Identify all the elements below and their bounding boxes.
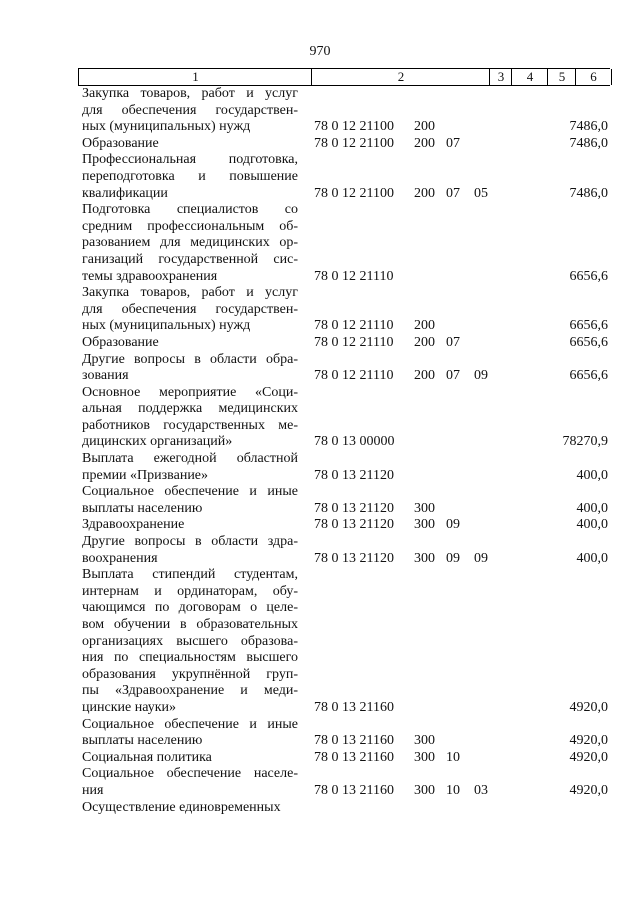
row-amount: 400,0 — [576, 517, 608, 533]
row-description-line: средним профессиональным об- — [82, 218, 298, 234]
row-expense-type: 300 — [414, 517, 435, 533]
row-expense-type: 300 — [414, 782, 435, 798]
row-amount: 7486,0 — [569, 185, 608, 201]
row-description — [82, 800, 298, 817]
row-expense-type: 300 — [414, 500, 435, 516]
row-amount: 6656,6 — [569, 334, 608, 350]
row-description-line: ных (муниципальных) нужд — [82, 119, 251, 135]
row-description — [82, 86, 298, 136]
row-amount: 4920,0 — [569, 782, 608, 798]
row-description-line: для обеспечения государствен- — [82, 102, 298, 118]
row-description-line: Основное мероприятие «Соци- — [82, 384, 298, 400]
row-code: 78 0 13 21120 — [314, 500, 394, 516]
row-description-line: чающимся по договорам о целе- — [82, 600, 298, 616]
row-description — [82, 152, 298, 202]
row-description-line: цинские науки» — [82, 699, 176, 715]
row-expense-type: 200 — [414, 185, 435, 201]
row-expense-type: 200 — [414, 119, 435, 135]
table-row — [0, 567, 640, 716]
table-row — [0, 517, 640, 534]
row-description-line: выплаты населению — [82, 500, 203, 516]
row-description — [82, 451, 298, 484]
row-description-line: выплаты населению — [82, 733, 203, 749]
row-subsection: 09 — [474, 368, 488, 384]
row-description-line: Социальная политика — [82, 749, 212, 765]
row-description-line: пы «Здравоохранение и меди- — [82, 683, 298, 699]
row-expense-type: 200 — [414, 368, 435, 384]
row-description-line: Здравоохранение — [82, 517, 185, 533]
row-description-line: ных (муниципальных) нужд — [82, 318, 251, 334]
row-section: 10 — [446, 749, 460, 765]
row-description — [82, 202, 298, 285]
row-amount: 400,0 — [576, 500, 608, 516]
row-description-line: интернам и ординаторам, обу- — [82, 583, 298, 599]
row-description-line: Образование — [82, 334, 159, 350]
row-description — [82, 517, 298, 534]
table-header — [78, 68, 610, 86]
row-subsection: 03 — [474, 782, 488, 798]
row-expense-type: 200 — [414, 135, 435, 151]
row-section: 07 — [446, 185, 460, 201]
row-code: 78 0 12 21110 — [314, 334, 394, 350]
row-amount: 400,0 — [576, 467, 608, 483]
row-amount: 4920,0 — [569, 733, 608, 749]
row-description-line: Выплата ежегодной областной — [82, 451, 298, 467]
table-row — [0, 484, 640, 517]
row-expense-type: 300 — [414, 749, 435, 765]
row-description-line: Закупка товаров, работ и услуг — [82, 285, 298, 301]
row-code: 78 0 12 21100 — [314, 185, 394, 201]
row-description-line: альная поддержка медицинских — [82, 401, 298, 417]
table-row — [0, 766, 640, 799]
row-amount: 7486,0 — [569, 119, 608, 135]
row-description-line: Закупка товаров, работ и услуг — [82, 86, 298, 101]
row-expense-type: 300 — [414, 733, 435, 749]
row-description-line: ганизаций государственной сис- — [82, 251, 298, 267]
row-description-line: Другие вопросы в области здра- — [82, 534, 298, 550]
row-section: 09 — [446, 517, 460, 533]
table-row — [0, 717, 640, 750]
row-code: 78 0 12 21110 — [314, 268, 394, 284]
row-description-line: организациях высшего образова- — [82, 633, 298, 649]
row-description-line: образования укрупнённой груп- — [82, 666, 298, 682]
row-description-line: квалификации — [82, 185, 168, 201]
row-amount: 6656,6 — [569, 368, 608, 384]
page-number: 970 — [309, 44, 331, 59]
row-code: 78 0 13 21160 — [314, 782, 394, 798]
row-amount: 4920,0 — [569, 699, 608, 715]
table-row — [0, 136, 640, 153]
row-code: 78 0 12 21100 — [314, 135, 394, 151]
row-description-line: ния — [82, 782, 104, 798]
header-col-1: 1 — [78, 69, 312, 85]
row-description-line: темы здравоохранения — [82, 268, 218, 284]
row-description — [82, 717, 298, 750]
row-description-line: Социальное обеспечение и иные — [82, 484, 298, 500]
table-row — [0, 750, 640, 767]
table-row — [0, 335, 640, 352]
row-amount: 4920,0 — [569, 749, 608, 765]
table-row — [0, 534, 640, 567]
row-subsection: 05 — [474, 185, 488, 201]
row-code: 78 0 13 21120 — [314, 550, 394, 566]
row-description-line: дицинских организаций» — [82, 434, 233, 450]
row-amount: 78270,9 — [562, 434, 608, 450]
table-row — [0, 202, 640, 285]
header-col-5: 5 — [547, 69, 576, 85]
row-description-line: переподготовка и повышение — [82, 168, 298, 184]
row-code: 78 0 12 21110 — [314, 368, 394, 384]
row-code: 78 0 13 21160 — [314, 749, 394, 765]
row-description — [82, 484, 298, 517]
row-description — [82, 750, 298, 767]
row-description-line: Профессиональная подготовка, — [82, 152, 298, 168]
row-amount: 6656,6 — [569, 318, 608, 334]
row-description-line: Социальное обеспечение населе- — [82, 766, 298, 782]
row-section: 09 — [446, 550, 460, 566]
row-description-line: Другие вопросы в области обра- — [82, 351, 298, 367]
row-expense-type: 200 — [414, 334, 435, 350]
row-description — [82, 567, 298, 716]
header-col-2: 2 — [311, 69, 490, 85]
row-description-line: Образование — [82, 135, 159, 151]
row-code: 78 0 13 21160 — [314, 699, 394, 715]
row-description — [82, 335, 298, 352]
row-section: 07 — [446, 334, 460, 350]
row-description-line: Подготовка специалистов со — [82, 202, 298, 218]
table-row — [0, 285, 640, 335]
header-col-3: 3 — [489, 69, 512, 85]
row-amount: 6656,6 — [569, 268, 608, 284]
row-code: 78 0 13 21120 — [314, 517, 394, 533]
row-description-line: зования — [82, 368, 129, 384]
table-row — [0, 451, 640, 484]
row-description-line: работников государственных ме- — [82, 417, 298, 433]
row-code: 78 0 13 21160 — [314, 733, 394, 749]
row-description-line: ния по специальностям высшего — [82, 650, 298, 666]
table-row — [0, 385, 640, 451]
row-code: 78 0 13 00000 — [314, 434, 395, 450]
row-amount: 7486,0 — [569, 135, 608, 151]
row-description-line: вом обучении в образовательных — [82, 617, 298, 632]
row-section: 07 — [446, 368, 460, 384]
table-row — [0, 352, 640, 385]
row-description — [82, 136, 298, 153]
row-description — [82, 766, 298, 799]
row-description-line: Социальное обеспечение и иные — [82, 716, 298, 732]
row-description-line: разованием для медицинских ор- — [82, 235, 298, 251]
row-description-line: Осуществление единовременных — [82, 799, 281, 815]
row-section: 07 — [446, 135, 460, 151]
row-description — [82, 352, 298, 385]
row-subsection: 09 — [474, 550, 488, 566]
row-description-line: премии «Призвание» — [82, 467, 209, 483]
header-col-4: 4 — [511, 69, 548, 85]
row-description-line: для обеспечения государствен- — [82, 301, 298, 317]
row-code: 78 0 12 21100 — [314, 119, 394, 135]
row-description-line: воохранения — [82, 550, 158, 566]
row-description — [82, 385, 298, 451]
row-description-line: Выплата стипендий студентам, — [82, 567, 298, 583]
table-body — [0, 86, 640, 816]
row-code: 78 0 12 21110 — [314, 318, 394, 334]
row-description — [82, 534, 298, 567]
row-expense-type: 300 — [414, 550, 435, 566]
table-row — [0, 152, 640, 202]
table-row — [0, 800, 640, 817]
header-col-6: 6 — [575, 69, 612, 85]
table-row — [0, 86, 640, 136]
row-expense-type: 200 — [414, 318, 435, 334]
row-description — [82, 285, 298, 335]
row-section: 10 — [446, 782, 460, 798]
row-code: 78 0 13 21120 — [314, 467, 394, 483]
row-amount: 400,0 — [576, 550, 608, 566]
